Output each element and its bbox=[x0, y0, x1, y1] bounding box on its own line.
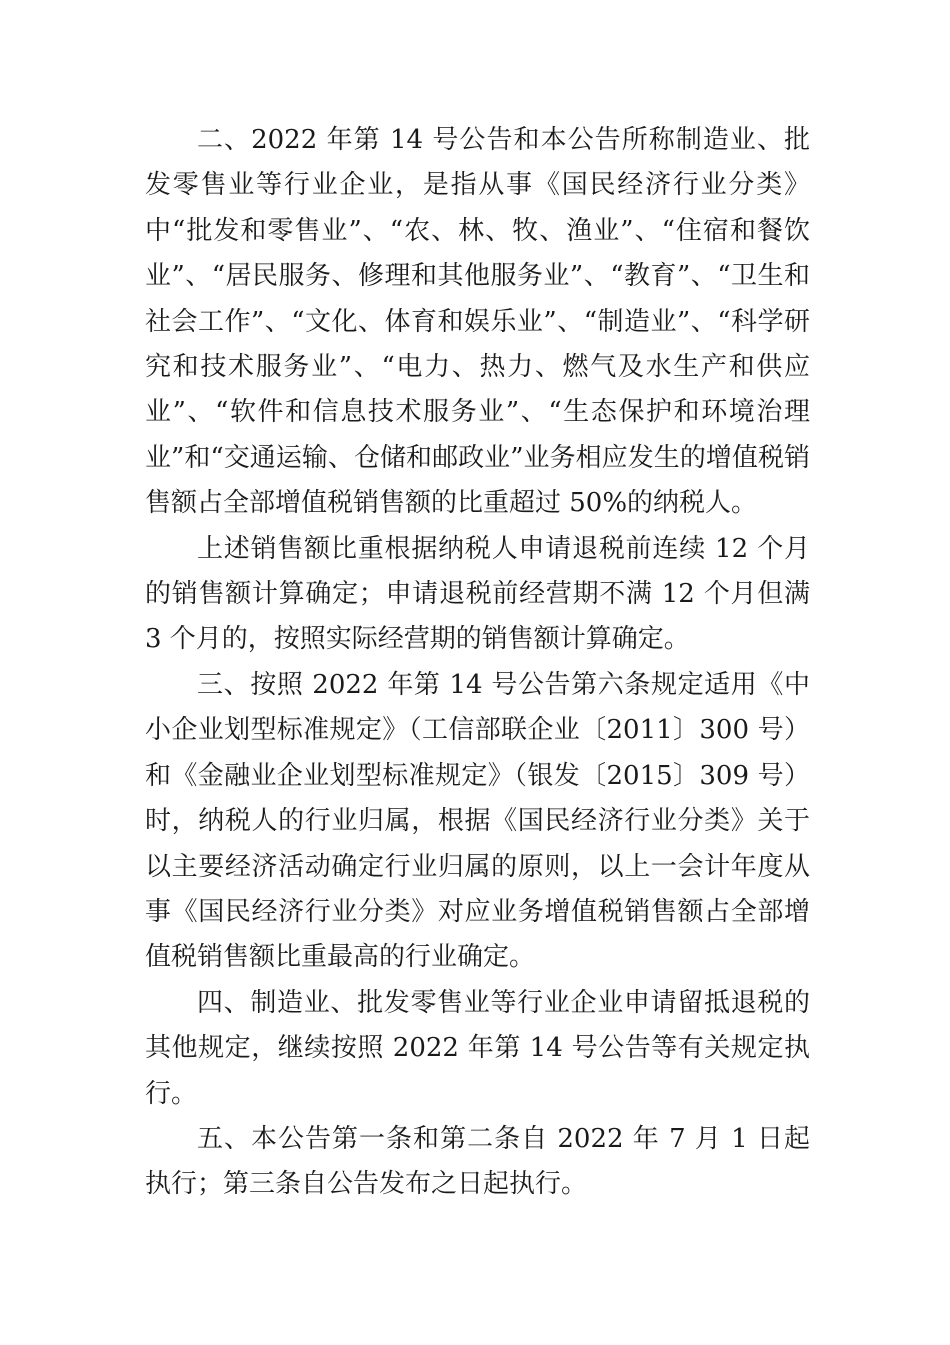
paragraph-3-industry-classification: 三、按照 2022 年第 14 号公告第六条规定适用《中小企业划型标准规定》（工信部联企业〔2011〕300 号）和《金融业企业划型标准规定》（银发〔2015〕309 号）时，纳税人的行业归属，根据《国民经济行业分类》关于以主要经济活动确定行业归属的原则，以上一会计年度从事《国民经济行业分类》对应业务增值税销售额占全部增值税销售额比重最高的行业确定。 bbox=[145, 669, 810, 973]
paragraph-4-other-rules: 四、制造业、批发零售业等行业企业申请留抵退税的其他规定，继续按照 2022 年第 14 号公告等有关规定执行。 bbox=[145, 987, 810, 1109]
paragraph-5-effective-date: 五、本公告第一条和第二条自 2022 年 7 月 1 日起执行；第三条自公告发布之日起执行。 bbox=[145, 1123, 810, 1200]
paragraph-2-industry-definition: 二、2022 年第 14 号公告和本公告所称制造业、批发零售业等行业企业，是指从事《国民经济行业分类》中“批发和零售业”、“农、林、牧、渔业”、“住宿和餐饮业”、“居民服务、修理和其他服务业”、“教育”、“卫生和社会工作”、“文化、体育和娱乐业”、“制造业”、“科学研究和技术服务业”、“电力、热力、燃气及水生产和供应业”、“软件和信息技术服务业”、“生态保护和环境治理业”和“交通运输、仓储和邮政业”业务相应发生的增值税销售额占全部增值税销售额的比重超过 50%的纳税人。 bbox=[145, 125, 810, 519]
document-body bbox=[145, 118, 810, 1208]
paragraph-sales-ratio-calculation: 上述销售额比重根据纳税人申请退税前连续 12 个月的销售额计算确定；申请退税前经营期不满 12 个月但满 3 个月的，按照实际经营期的销售额计算确定。 bbox=[145, 533, 810, 655]
